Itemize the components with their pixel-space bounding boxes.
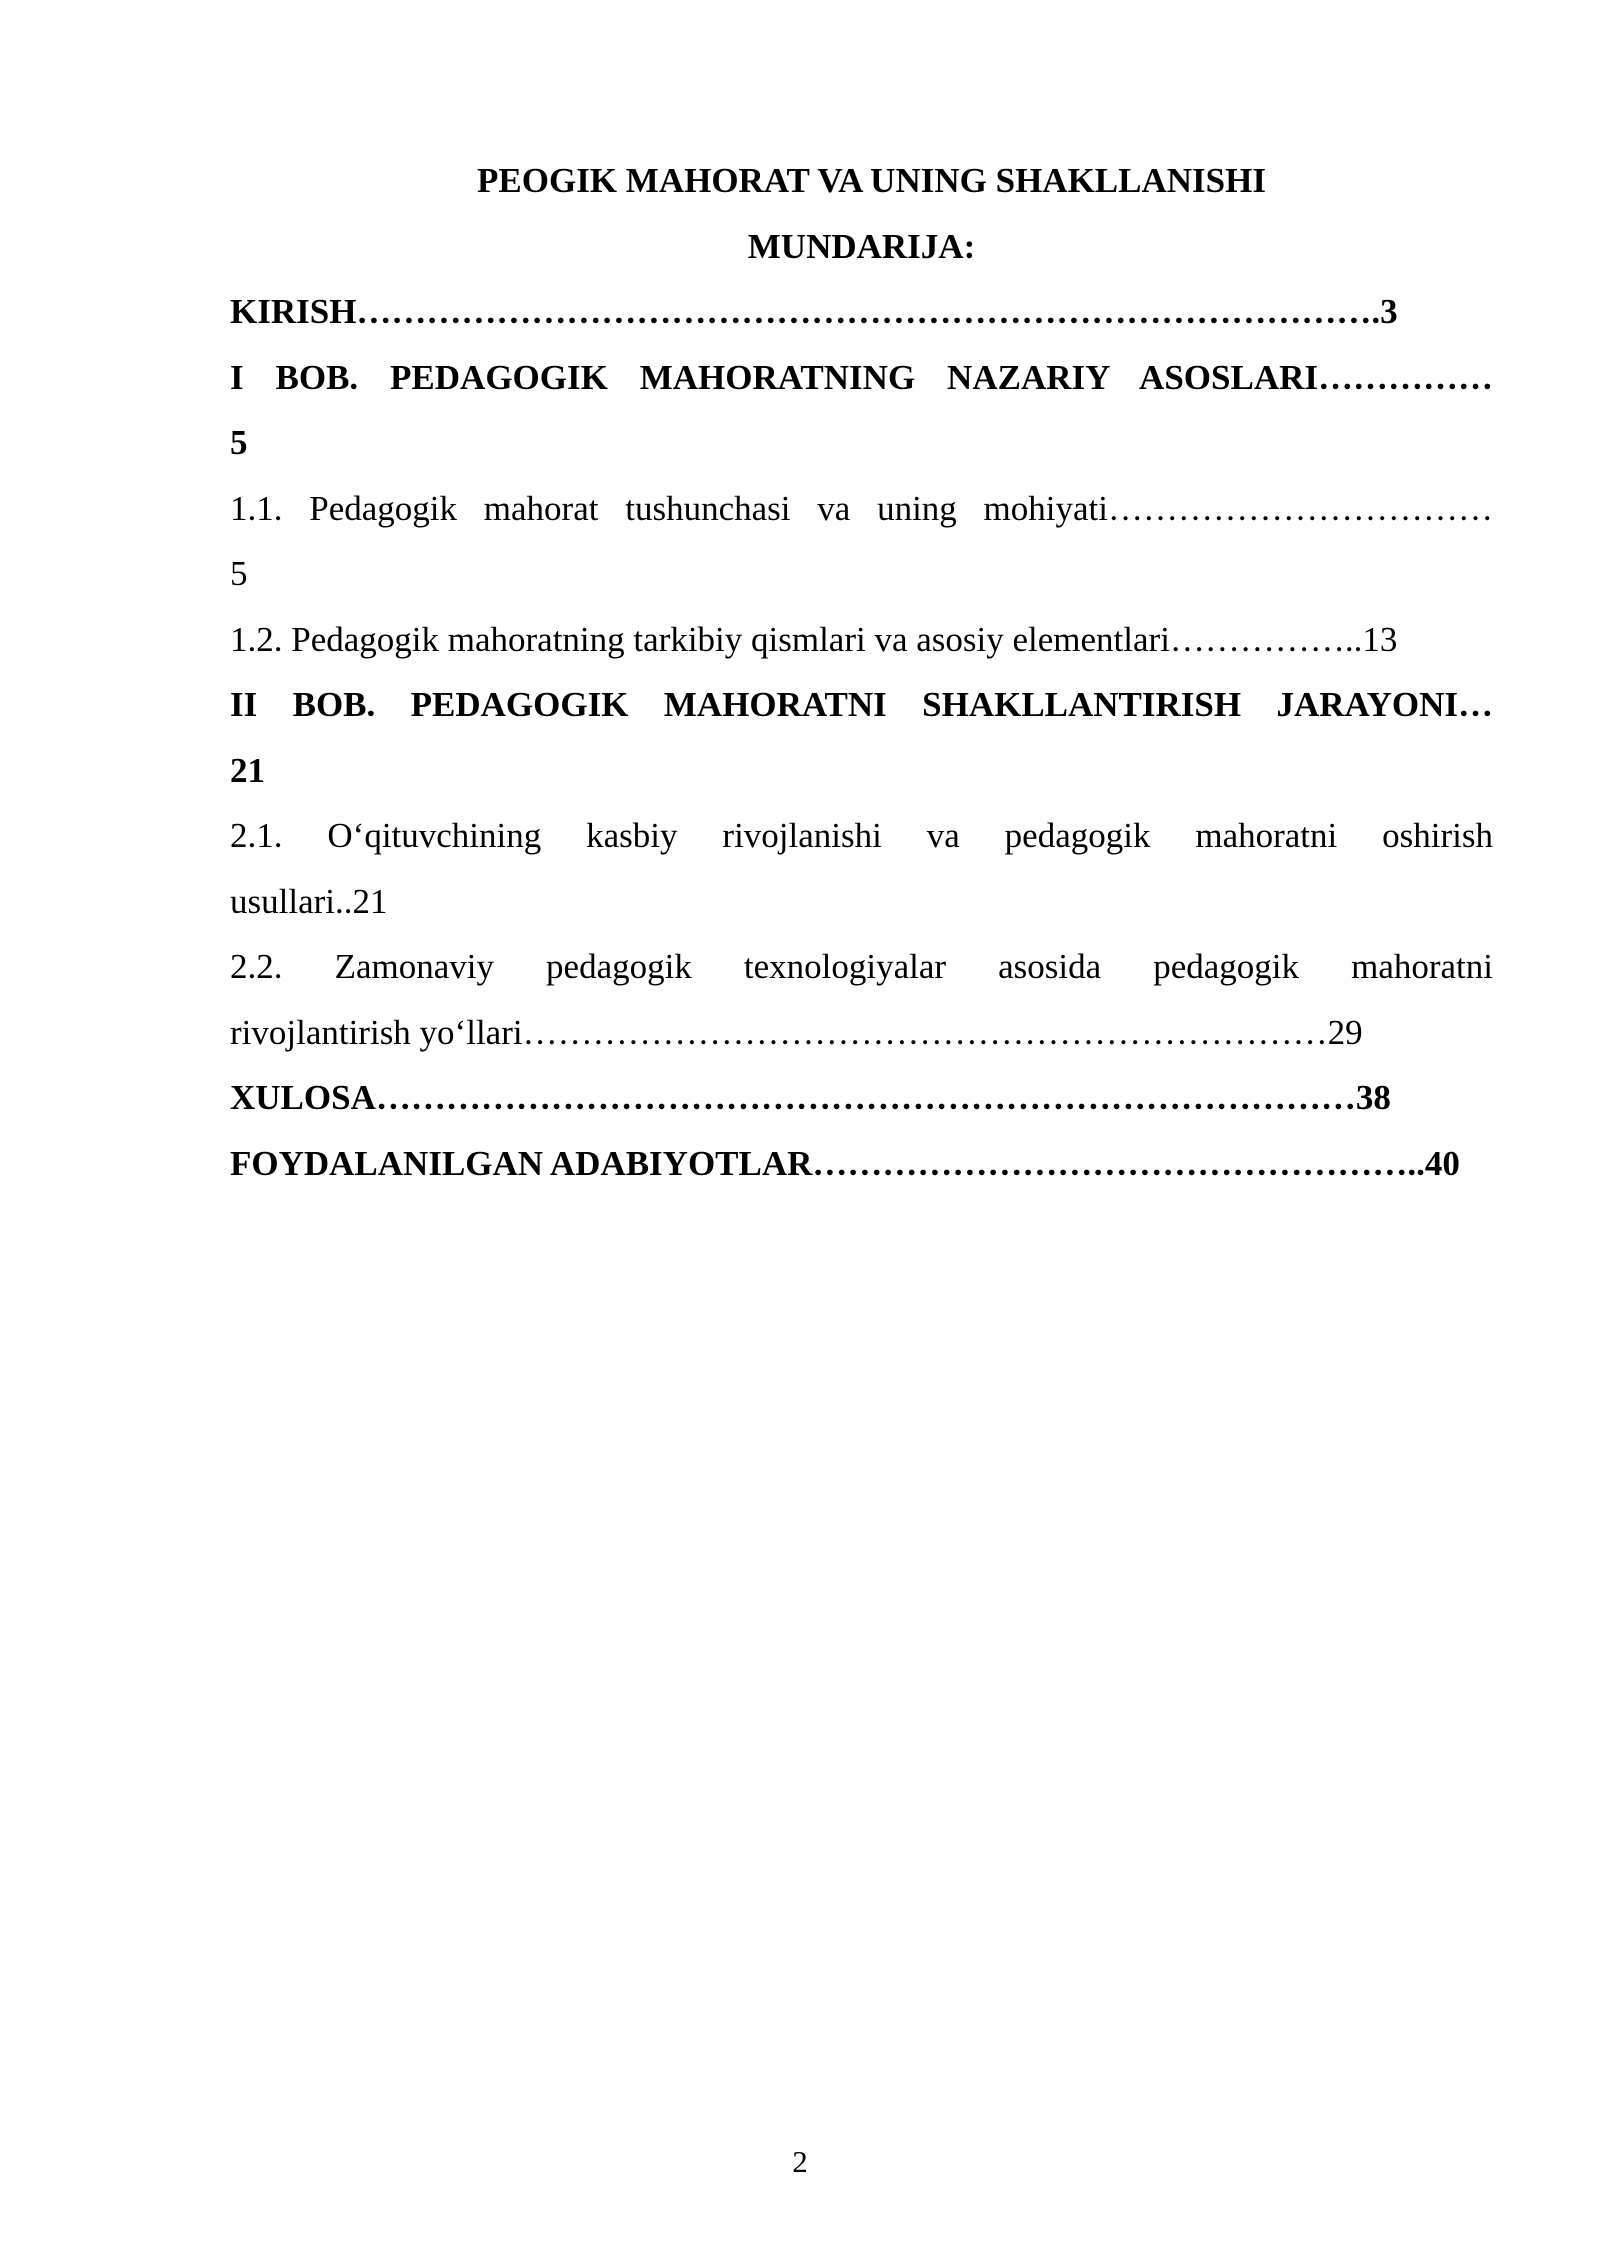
toc-entry-xulosa: XULOSA…………………………………………………………………………38	[230, 1078, 1391, 1117]
toc-entry-bob2: II BOB. PEDAGOGIK MAHORATNI SHAKLLANTIRISH JARAYONI…	[230, 685, 1493, 724]
toc-entry-2-2-cont: rivojlantirish yo‘llari……………………………………………………………29	[230, 1012, 1363, 1052]
document-title: PEOGIK MAHORAT VA UNING SHAKLLANISHI	[477, 161, 1266, 200]
toc-entry-bob1: I BOB. PEDAGOGIK MAHORATNING NAZARIY ASOSLARI……………	[230, 357, 1493, 397]
toc-entry-2-2: 2.2. Zamonaviy pedagogik texnologiyalar asosida pedagogik mahoratni	[230, 947, 1493, 986]
toc-entry-1-1: 1.1. Pedagogik mahorat tushunchasi va uning mohiyati……………………………	[230, 488, 1493, 528]
toc-entry-kirish: KIRISH…………………………………………………………………………….3	[230, 292, 1398, 331]
toc-content	[230, 148, 1493, 1196]
toc-entry-foydalanilgan: FOYDALANILGAN ADABIYOTLAR……………………………………………..40	[230, 1143, 1460, 1183]
toc-entry-1-2: 1.2. Pedagogik mahoratning tarkibiy qismlari va asosiy elementlari……………..13	[230, 619, 1398, 659]
toc-entry-2-1: 2.1. O‘qituvchining kasbiy rivojlanishi va pedagogik mahoratni oshirish	[230, 816, 1493, 855]
toc-entry-2-1-cont: usullari..21	[230, 881, 388, 921]
toc-entry-bob1-page: 5	[230, 423, 248, 462]
toc-heading: MUNDARIJA:	[747, 226, 976, 266]
page-number: 2	[792, 2144, 808, 2179]
toc-entry-bob2-page: 21	[230, 750, 265, 790]
toc-entry-1-1-page: 5	[230, 554, 248, 593]
